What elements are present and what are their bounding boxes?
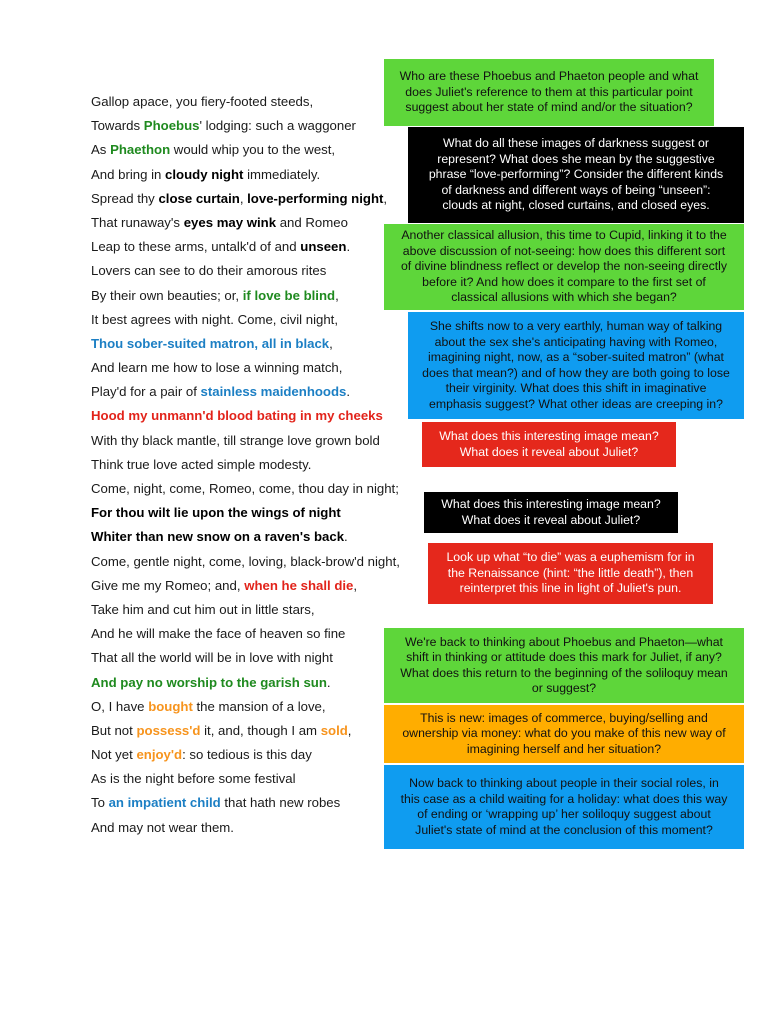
line-text: With thy black mantle, till strange love grown bold: [91, 432, 380, 448]
poem-line: [91, 163, 431, 187]
annotation-line: We're back to thinking about Phoebus and Phaeton—what: [405, 634, 723, 649]
annotation-line: Juliet's state of mind at the conclusion of this moment?: [415, 822, 713, 837]
annotation-line: What does this return to the beginning of the soliloquy mean: [400, 665, 728, 680]
highlighted-phrase: Phaethon: [110, 142, 171, 158]
annotation-line: emphasis suggest? What other ideas are creeping in?: [429, 396, 723, 411]
annotation-line: does Juliet's reference to them at this particular point: [405, 84, 693, 99]
annotation-line: or suggest?: [531, 681, 597, 695]
annotation-text: [441, 497, 660, 528]
poem-line: [91, 767, 431, 791]
annotation-garish-sun: [384, 628, 744, 703]
line-text: ,: [383, 190, 388, 206]
annotation-sober-matron: [408, 312, 744, 419]
highlighted-phrase: close curtain: [158, 190, 240, 206]
poem-line: [91, 211, 431, 235]
annotation-line: clouds at night, closed curtains, and closed eyes.: [442, 198, 710, 213]
poem-line: [91, 332, 431, 356]
annotation-line: classical allusions with which she began?: [451, 290, 677, 305]
poem-line: [91, 646, 431, 670]
line-text: And may not wear them.: [91, 819, 234, 835]
line-text: Give me my Romeo; and,: [91, 577, 245, 593]
annotation-line: Now back to thinking about people in their social roles, in: [409, 776, 719, 790]
poem-line: [91, 114, 431, 138]
line-text: ' lodging: such a waggoner: [199, 118, 356, 134]
highlighted-phrase: sold: [320, 722, 348, 738]
highlighted-phrase: cloudy night: [165, 166, 244, 182]
annotation-to-die-pun: [428, 543, 713, 604]
annotation-line: What does it reveal about Juliet?: [461, 512, 641, 527]
line-text: it, and, though I am: [200, 722, 321, 738]
line-text: To: [91, 795, 109, 811]
line-text: that hath new robes: [220, 795, 341, 811]
annotation-text: [400, 69, 699, 116]
highlighted-phrase: For thou wilt lie upon the wings of night: [91, 505, 341, 521]
annotation-line: What does this interesting image mean?: [441, 497, 661, 511]
annotation-line: phrase “love-performing”? Consider the different kinds: [428, 167, 724, 182]
poem-line: [91, 380, 431, 404]
poem-line: [91, 719, 431, 743]
annotation-phoebus-phaeton: [384, 59, 714, 126]
annotation-line: before it? And how does it compare to the first set of: [422, 274, 706, 289]
annotation-text: [422, 319, 730, 412]
line-text: ,: [335, 287, 339, 303]
line-text: By their own beauties; or,: [91, 287, 243, 303]
line-text: .: [326, 674, 331, 690]
highlighted-phrase: unseen: [300, 239, 347, 255]
line-text: Think true love acted simple modesty.: [91, 456, 312, 472]
annotation-text: [401, 776, 728, 838]
annotation-line: What does it reveal about Juliet?: [459, 444, 639, 459]
highlighted-phrase: if love be blind: [242, 287, 336, 303]
line-text: and Romeo: [276, 214, 348, 230]
annotation-line: of ending or ‘wrapping up’ her soliloquy suggest about: [417, 807, 711, 821]
poem-line: [91, 453, 431, 477]
highlighted-phrase: stainless maidenhoods: [200, 384, 347, 400]
annotation-line: Who are these Phoebus and Phaeton people and what: [399, 69, 699, 84]
annotation-line: Look up what “to die” was a euphemism for in: [446, 550, 695, 565]
annotation-text: [429, 136, 723, 214]
line-text: ,: [239, 190, 248, 206]
line-text: .: [346, 239, 351, 255]
poem-line: [91, 743, 431, 767]
annotation-line: She shifts now to a very earthly, human way of talking: [429, 319, 723, 333]
highlighted-phrase: eyes may wink: [183, 214, 277, 230]
poem-line: [91, 477, 431, 501]
line-text: ,: [329, 335, 333, 351]
annotation-line: ownership via money: what do you make of this new way of: [402, 726, 726, 741]
line-text: And learn me how to lose a winning match,: [91, 360, 343, 376]
annotation-line: about the sex she's anticipating having with Romeo,: [434, 334, 718, 349]
line-text: immediately.: [243, 166, 321, 182]
annotation-line: Another classical allusion, this time to Cupid, linking it to the: [401, 228, 727, 243]
annotation-darkness-images: [408, 127, 744, 223]
poem-line: [91, 308, 431, 332]
line-text: Not yet: [91, 747, 137, 763]
poem-line: [91, 525, 431, 549]
poem-line: [91, 235, 431, 259]
line-text: the mansion of a love,: [192, 698, 326, 714]
highlighted-phrase: when he shall die: [244, 577, 354, 593]
line-text: would whip you to the west,: [170, 142, 336, 158]
poem-line: [91, 671, 431, 695]
line-text: Play'd for a pair of: [91, 384, 201, 400]
annotation-text: [439, 429, 658, 460]
poem-line: [91, 550, 431, 574]
line-text: Come, night, come, Romeo, come, thou day in night;: [91, 481, 399, 496]
line-text: Lovers can see to do their amorous rites: [91, 263, 327, 279]
annotation-text: [400, 635, 727, 697]
annotation-line: their virginity. What does this shift in imaginative: [445, 381, 707, 395]
line-text: .: [344, 529, 348, 545]
annotation-line: reinterpret this line in light of Juliet's pun.: [459, 581, 682, 596]
highlighted-phrase: Thou sober-suited matron, all in black: [91, 335, 330, 351]
line-text: .: [346, 384, 351, 400]
annotation-impatient-child: [384, 765, 744, 849]
highlighted-phrase: Hood my unmann'd blood bating in my cheeks: [91, 408, 383, 424]
annotation-line: represent? What does she mean by the suggestive: [437, 151, 715, 166]
line-text: As: [91, 142, 111, 158]
poem-line: [91, 574, 431, 598]
poem-line: [91, 138, 431, 162]
highlighted-phrase: an impatient child: [108, 795, 221, 811]
annotation-text: [402, 711, 725, 758]
poem-line: [91, 259, 431, 283]
highlighted-phrase: Phoebus: [143, 118, 200, 134]
poem-line: [91, 284, 431, 308]
highlighted-phrase: Whiter than new snow on a raven's back: [91, 529, 345, 545]
annotation-text: [401, 228, 727, 306]
line-text: Take him and cut him out in little stars,: [91, 601, 315, 617]
poem-line: [91, 501, 431, 525]
poem-line: [91, 695, 431, 719]
poem-line: [91, 429, 431, 453]
annotation-commerce-images: [384, 705, 744, 763]
line-text: ,: [347, 722, 352, 738]
annotation-line: This is new: images of commerce, buying/selling and: [420, 710, 708, 725]
line-text: And he will make the face of heaven so fine: [91, 626, 346, 642]
annotation-line: shift in thinking or attitude does this mark for Juliet, if any?: [406, 650, 722, 664]
annotation-line: imagining herself and her situation?: [466, 741, 662, 756]
poem-line: [91, 622, 431, 646]
annotation-line: What does this interesting image mean?: [439, 429, 659, 443]
annotation-hood-image: [422, 422, 676, 467]
line-text: Come, gentle night, come, loving, black-brow'd night,: [91, 553, 400, 569]
line-text: That runaway's: [91, 214, 184, 230]
line-text: Gallop apace, you fiery-footed steeds,: [91, 94, 314, 109]
poem-line: [91, 90, 431, 114]
poem-line: [91, 187, 431, 211]
poem-line: [91, 404, 431, 428]
line-text: ,: [353, 577, 358, 593]
annotation-line: the Renaissance (hint: “the little death”), then: [447, 565, 694, 580]
poem-line: [91, 356, 431, 380]
highlighted-phrase: enjoy'd: [136, 747, 183, 763]
line-text: : so tedious is this day: [182, 747, 312, 763]
annotation-line: suggest about her state of mind and/or the situation?: [405, 100, 693, 115]
annotation-line: above discussion of not-seeing: how does this different sort: [402, 243, 726, 258]
line-text: Spread thy: [91, 190, 159, 206]
line-text: Leap to these arms, untalk'd of and: [91, 239, 301, 255]
soliloquy-text: [91, 90, 431, 840]
annotation-line: of darkness and different ways of being “unseen”:: [441, 182, 711, 197]
annotation-line: this case as a child waiting for a holiday: what does this way: [400, 791, 728, 806]
annotation-text: [446, 550, 694, 597]
line-text: O, I have: [91, 698, 149, 714]
annotation-cupid-allusion: [384, 224, 744, 310]
poem-line: [91, 816, 431, 840]
line-text: And bring in: [91, 166, 166, 182]
line-text: Towards: [91, 118, 144, 134]
line-text: But not: [91, 722, 137, 738]
line-text: That all the world will be in love with night: [91, 650, 333, 666]
highlighted-phrase: bought: [148, 698, 193, 714]
line-text: As is the night before some festival: [91, 771, 296, 787]
annotation-wings-of-night: [424, 492, 678, 533]
poem-line: [91, 598, 431, 622]
annotation-line: does that mean?) and of how they are both going to lose: [422, 365, 730, 380]
line-text: It best agrees with night. Come, civil night,: [91, 311, 339, 327]
annotation-line: of divine blindness reflect or develop the non-seeing directly: [400, 259, 728, 274]
highlighted-phrase: possess'd: [136, 722, 201, 738]
highlighted-phrase: love-performing night: [247, 190, 384, 206]
annotation-line: imagining night, now, as a “sober-suited matron” (what: [428, 350, 724, 364]
poem-line: [91, 791, 431, 815]
highlighted-phrase: And pay no worship to the garish sun: [91, 674, 327, 690]
annotation-line: What do all these images of darkness suggest or: [443, 136, 709, 151]
